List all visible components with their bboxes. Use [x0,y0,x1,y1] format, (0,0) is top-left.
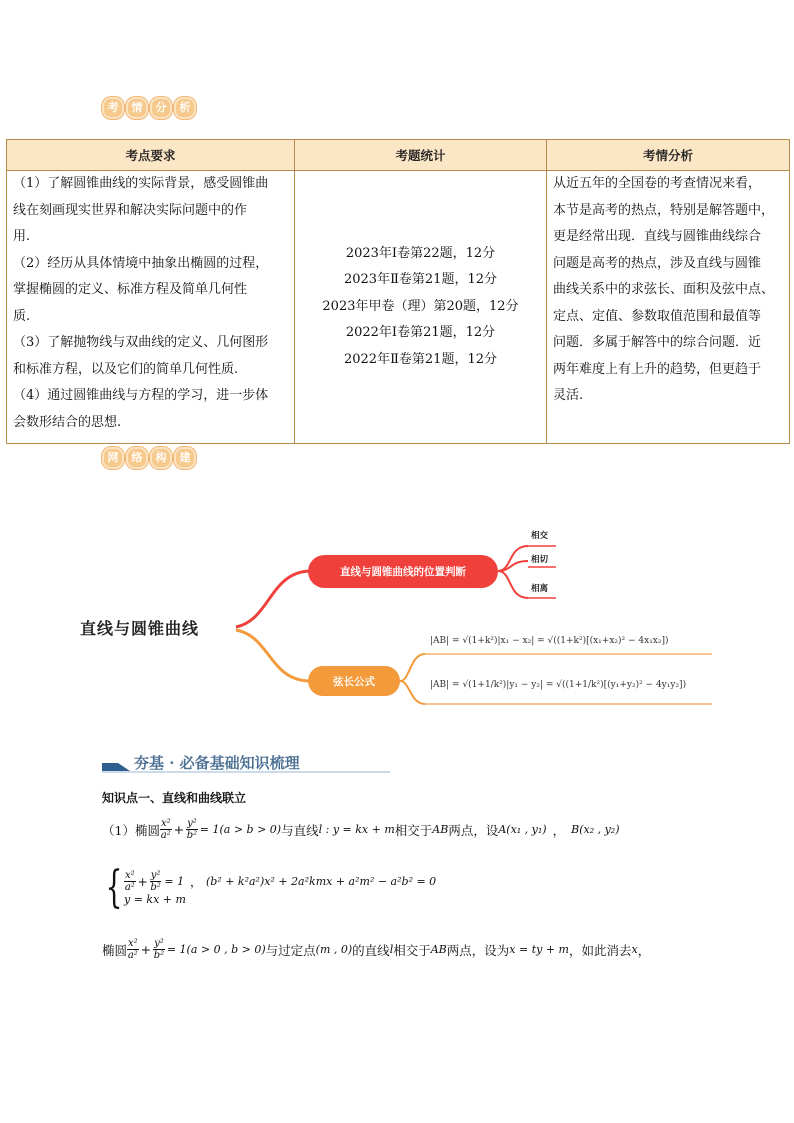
mindmap-branch-position: 直线与圆锥曲线的位置判断 [308,555,498,588]
statistic-line: 2022年Ⅱ卷第21题，12分 [343,351,497,367]
comma: ， [552,822,566,838]
statistic-line: 2022年Ⅰ卷第21题，12分 [345,325,496,341]
math-fragment: = 1(a > b > 0) [199,823,282,836]
section-title: 夯基 · 必备基础知识梳理 [134,754,300,772]
analysis-line: 灵活. [553,388,584,403]
ellipse-line-intro [102,818,620,841]
badge-char: 情 [126,97,148,119]
mindmap-root: 直线与圆锥曲线 [80,619,200,638]
text-fragment: 两点，设为 [446,942,510,958]
table-header: 考点要求 [7,140,295,171]
text-fragment: 椭圆 [102,942,128,958]
requirement-line: （1）了解圆锥曲线的实际背景，感受圆锥曲 [13,176,269,191]
badge-kaoqing-fenxi [102,96,198,120]
text-fragment: ， [637,942,651,958]
comma: ， [189,874,202,889]
text-fragment: 相交于 [394,822,433,838]
math-fragment: AB [432,823,449,836]
requirements-cell [7,171,295,444]
fraction-x2-a2: $\frac{\text{x²}}{\text{a²}}$ [127,938,138,961]
text-fragment: 与过定点 [265,942,316,958]
mindmap-leaf-tangent: 相切 [531,555,549,565]
badge-char: 考 [102,97,124,119]
requirement-line: 掌握椭圆的定义、标准方程及简单几何性 [13,282,248,297]
statistic-line: 2023年甲卷（理）第20题，12分 [322,298,519,314]
requirement-line: 会数形结合的思想. [13,414,122,430]
fraction-y2-b2: $\frac{\text{y²}}{\text{b²}}$ [186,818,198,841]
table-row [7,171,790,444]
table-header: 考情分析 [547,140,790,171]
ellipse-fixed-point-line [102,938,650,961]
system-lines [124,870,186,906]
math-fragment: AB [430,943,447,956]
analysis-line: 更是经常出现．直线与圆锥曲线综合 [553,229,762,244]
badge-char: 建 [174,447,196,469]
math-fragment: A(x₁ , y₁) [498,823,547,836]
text-fragment: （1）椭圆 [102,822,160,838]
math-fragment: B(x₂ , y₂) [571,823,620,836]
system-of-equations [100,862,437,913]
knowledge-point-title: 知识点一、直线和曲线联立 [102,791,247,805]
analysis-line: 定点、定值、参数取值范围和最值等 [553,308,762,324]
system-eq2: y = kx + m [124,893,186,906]
analysis-line: 本节是高考的热点，特别是解答题中， [553,202,775,218]
requirement-line: （3）了解抛物线与双曲线的定义、几何图形 [13,335,269,350]
plus-sign: + [137,874,148,889]
text-fragment: 两点，设 [448,822,499,838]
analysis-line: 问题是高考的热点，涉及直线与圆锥 [553,255,762,271]
fraction-y2-b2: $\frac{\text{y²}}{\text{b²}}$ [150,870,161,893]
table-header: 考题统计 [295,140,547,171]
plus-sign: + [140,942,152,957]
text-fragment: 的直线 [352,942,390,958]
table-header-row [7,140,790,171]
badge-char: 分 [150,97,172,119]
mindmap-leaf-intersect: 相交 [531,531,549,541]
analysis-line: 曲线关系中的求弦长、面积及弦中点、 [553,282,775,297]
analysis-cell [547,171,790,444]
math-fragment: (m , 0) [315,943,353,956]
math-fragment: x = ty + m [509,943,569,956]
badge-char: 网 [102,447,124,469]
math-fragment: = 1(a > 0 , b > 0) [166,943,266,956]
fraction-y2-b2: $\frac{\text{y²}}{\text{b²}}$ [153,938,165,961]
text-fragment: 相交于 [393,942,431,958]
statistic-line: 2023年Ⅱ卷第21题，12分 [343,272,497,288]
fraction-x2-a2: $\frac{\text{x²}}{\text{a²}}$ [124,870,135,893]
requirement-line: （2）经历从具体情境中抽象出椭圆的过程， [13,255,269,271]
badge-wangluo-goujian [102,446,198,470]
math-fragment: l [389,943,394,956]
quadratic-result: (b² + k²a²)x² + 2a²kmx + a²m² − a²b² = 0 [205,874,437,888]
system-eq1 [124,870,186,893]
mindmap-branch-chord: 弦长公式 [308,666,400,696]
requirement-line: 用. [13,229,31,244]
math-fragment: = 1 [164,875,185,888]
requirement-line: 线在刻画现实世界和解决实际问题中的作 [13,202,248,218]
math-fragment: l : y = kx + m [318,823,395,836]
statistic-line: 2023年Ⅰ卷第22题，12分 [345,245,496,261]
requirement-line: 和标准方程，以及它们的简单几何性质. [13,361,239,377]
requirement-line: （4）通过圆锥曲线与方程的学习，进一步体 [13,388,269,403]
badge-char: 络 [126,447,148,469]
requirement-line: 质. [13,308,31,324]
badge-char: 构 [150,447,172,469]
badge-char: 析 [174,97,196,119]
statistics-cell [295,171,547,444]
text-fragment: 与直线 [281,822,319,838]
analysis-line: 从近五年的全国卷的考查情况来看， [553,176,762,191]
fraction-x2-a2: $\frac{\text{x²}}{\text{a²}}$ [160,818,171,841]
analysis-line: 两年难度上有上升的趋势，但更趋于 [553,361,762,377]
plus-sign: + [173,822,185,837]
chord-formula-x: |AB| = √(1+k²)|x₁ − x₂| = √((1+k²)[(x₁+x₂)² − 4x₁x₂]) [430,636,669,646]
text-fragment: ，如此消去 [568,942,632,958]
math-fragment: x [631,943,638,956]
mindmap-leaf-separate: 相离 [531,584,549,594]
analysis-line: 问题．多属于解答中的综合问题．近 [553,335,762,350]
exam-analysis-table [6,139,790,444]
chord-formula-y: |AB| = √(1+1/k²)|y₁ − y₂| = √((1+1/k²)[(y₁+y₂)² − 4y₁y₂]) [430,680,687,690]
brace-icon: { [105,862,123,913]
